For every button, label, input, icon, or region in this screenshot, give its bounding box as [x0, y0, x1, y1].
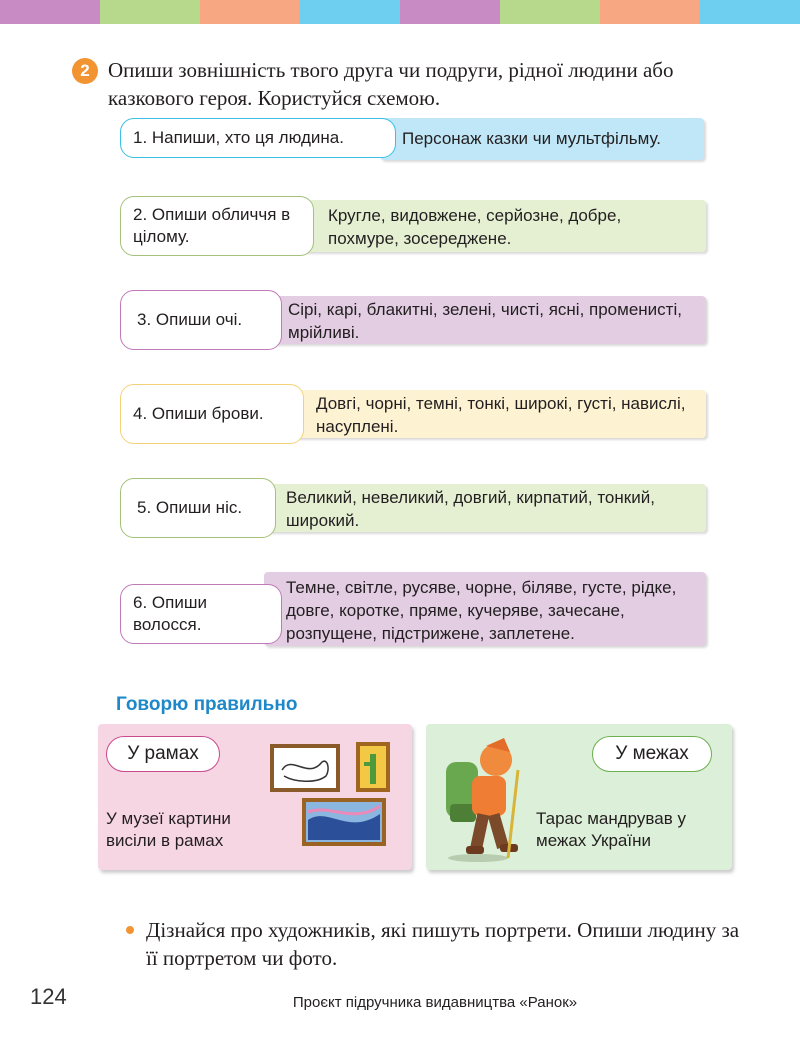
task-text: Опиши зовнішність твого друга чи подруги, рідної людини або казкового героя. Користуйся схемою. [108, 58, 674, 110]
section-title: Говорю правильно [116, 694, 298, 715]
card-left-text: У музеї картини висіли в рамах [106, 809, 231, 850]
scheme-question-2: 2. Опиши обличчя в цілому. [120, 196, 314, 256]
card-u-ramakh [98, 724, 412, 870]
pill-u-ramakh: У рамах [106, 736, 220, 772]
scheme-answer-5: Великий, невеликий, довгий, кирпатий, тонкий, широкий. [260, 484, 706, 532]
scheme-question-3: 3. Опиши очі. [120, 290, 282, 350]
bullet-text: Дізнайся про художників, які пишуть портрети. Опиши людину за її портретом чи фото. [146, 918, 740, 970]
scheme-question-5: 5. Опиши ніс. [120, 478, 276, 538]
scheme-question-1: 1. Напиши, хто ця людина. [120, 118, 396, 158]
scheme-answer-2: Кругле, видовжене, серйозне, добре, похмуре, зосереджене. [300, 200, 706, 252]
scheme-question-6: 6. Опиши волосся. [120, 584, 282, 644]
hiker-illustration [438, 734, 534, 864]
card-u-mezhakh [426, 724, 732, 870]
top-color-strip [0, 0, 800, 24]
scheme-question-4: 4. Опиши брови. [120, 384, 304, 444]
scheme-answer-4: Довгі, чорні, темні, тонкі, широкі, густі, навислі, насуплені. [290, 390, 706, 438]
pill-u-mezhakh: У межах [592, 736, 712, 772]
footer-text: Проєкт підручника видавництва «Ранок» [292, 994, 578, 1011]
scheme-answer-6: Темне, світле, русяве, чорне, біляве, густе, рідке, довге, коротке, пряме, кучеряве, зачесане, розпущене, підстрижене, заплетене. [264, 572, 706, 646]
card-right-text: Тарас мандрував у межах України [536, 809, 686, 850]
page-number: 124 [30, 984, 67, 1009]
framed-pictures-illustration [268, 740, 408, 852]
scheme-answer-1: Персонаж казки чи мультфільму. [380, 118, 704, 160]
bullet-dot [126, 926, 134, 934]
task-number-badge: 2 [72, 58, 98, 84]
scheme-answer-3: Сірі, карі, блакитні, зелені, чисті, ясні, променисті, мрійливі. [266, 296, 706, 344]
